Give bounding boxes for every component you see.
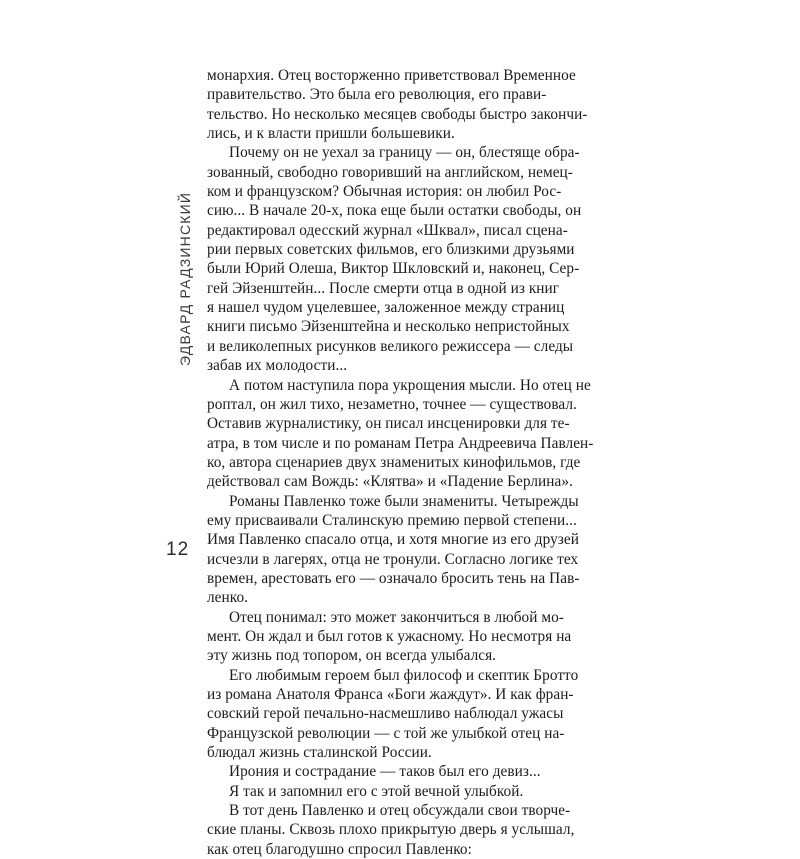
text-line: как отец благодушно спросил Павленко: — [207, 840, 472, 858]
text-line: были Юрий Олеша, Виктор Шкловский и, наконец, Сер- — [207, 260, 580, 278]
text-line: Имя Павленко спасало отца, и хотя многие из его друзей — [207, 531, 579, 549]
text-line: ком и французском? Обычная история: он любил Рос- — [207, 183, 562, 201]
text-line: гей Эйзенштейн... После смерти отца в одной из книг — [207, 279, 560, 297]
text-line: лись, и к власти пришли большевики. — [207, 125, 455, 143]
text-line: Оставив журналистику, он писал инсценировки для те- — [207, 415, 570, 433]
text-line: из романа Анатоля Франса «Боги жаждут». И как фран- — [207, 686, 574, 703]
text-line: совский герой печально-насмешливо наблюдал ужасы — [207, 705, 564, 723]
paragraph-first-line: Ирония и сострадание — таков был его девиз... — [229, 763, 541, 781]
text-line: эту жизнь под топором, он всегда улыбался. — [207, 647, 497, 665]
text-line: роптал, он жил тихо, незаметно, точнее — существовал. — [207, 395, 577, 413]
text-line: ские планы. Сквозь плохо прикрытую дверь я услышал, — [207, 821, 575, 839]
text-line: ленко. — [207, 589, 249, 607]
text-line: Французской революции — с той же улыбкой отец на- — [207, 724, 565, 742]
text-line: я нашел чудом уцелевшее, заложенное между страниц — [207, 299, 565, 317]
paragraph-first-line: Его любимым героем был философ и скептик Бротто — [229, 666, 579, 684]
text-line: книги письмо Эйзенштейна и несколько непристойных — [207, 318, 570, 336]
text-line: ему присваивали Сталинскую премию первой степени... — [207, 511, 577, 529]
paragraph-first-line: В тот день Павленко и отец обсуждали свои творче- — [229, 802, 571, 820]
text-line: и великолепных рисунков великого режиссера — следы — [207, 337, 574, 355]
text-line: тельство. Но несколько месяцев свободы быстро закончи- — [207, 105, 588, 123]
body-text — [207, 66, 596, 859]
paragraph-first-line: Отец понимал: это может закончиться в любой мо- — [229, 608, 564, 626]
paragraph-first-line: Романы Павленко тоже были знамениты. Четырежды — [229, 492, 579, 510]
text-line: сию... В начале 20-х, пока еще были остатки свободы, он — [207, 202, 582, 220]
text-line: исчезли в лагерях, отца не тронули. Согласно логике тех — [207, 550, 579, 568]
text-line: блюдал жизнь сталинской России. — [207, 744, 432, 762]
text-line: зованный, свободно говоривший на английском, немец- — [207, 163, 573, 181]
text-line: забав их молодости... — [207, 357, 348, 375]
text-line: рии первых советских фильмов, его близкими друзьями — [207, 241, 575, 259]
page-number: 12 — [166, 539, 190, 560]
text-line: редактировал одесский журнал «Шквал», писал сцена- — [207, 221, 568, 239]
text-line: атра, в том числе и по романам Петра Андреевича Павлен- — [207, 434, 594, 452]
text-line: правительство. Это была его революция, его прави- — [207, 86, 547, 104]
paragraph-first-line: А потом наступила пора укрощения мысли. Но отец не — [229, 376, 591, 394]
text-line: ко, автора сценариев двух знаменитых кинофильмов, где — [207, 453, 581, 471]
paragraph-first-line: Я так и запомнил его с этой вечной улыбкой. — [229, 782, 524, 800]
text-line: действовал сам Вождь: «Клятва» и «Падение Берлина». — [207, 473, 573, 491]
text-line: мент. Он ждал и был готов к ужасному. Но несмотря на — [207, 627, 572, 645]
text-line: монархия. Отец восторженно приветствовал Временное — [207, 67, 576, 84]
text-line: времен, арестовать его — означало бросить тень на Пав- — [207, 569, 580, 587]
paragraph-first-line: Почему он не уехал за границу — он, блестяще обра- — [229, 144, 580, 162]
running-head-author: ЭДВАРД РАДЗИНСКИЙ — [177, 191, 193, 366]
